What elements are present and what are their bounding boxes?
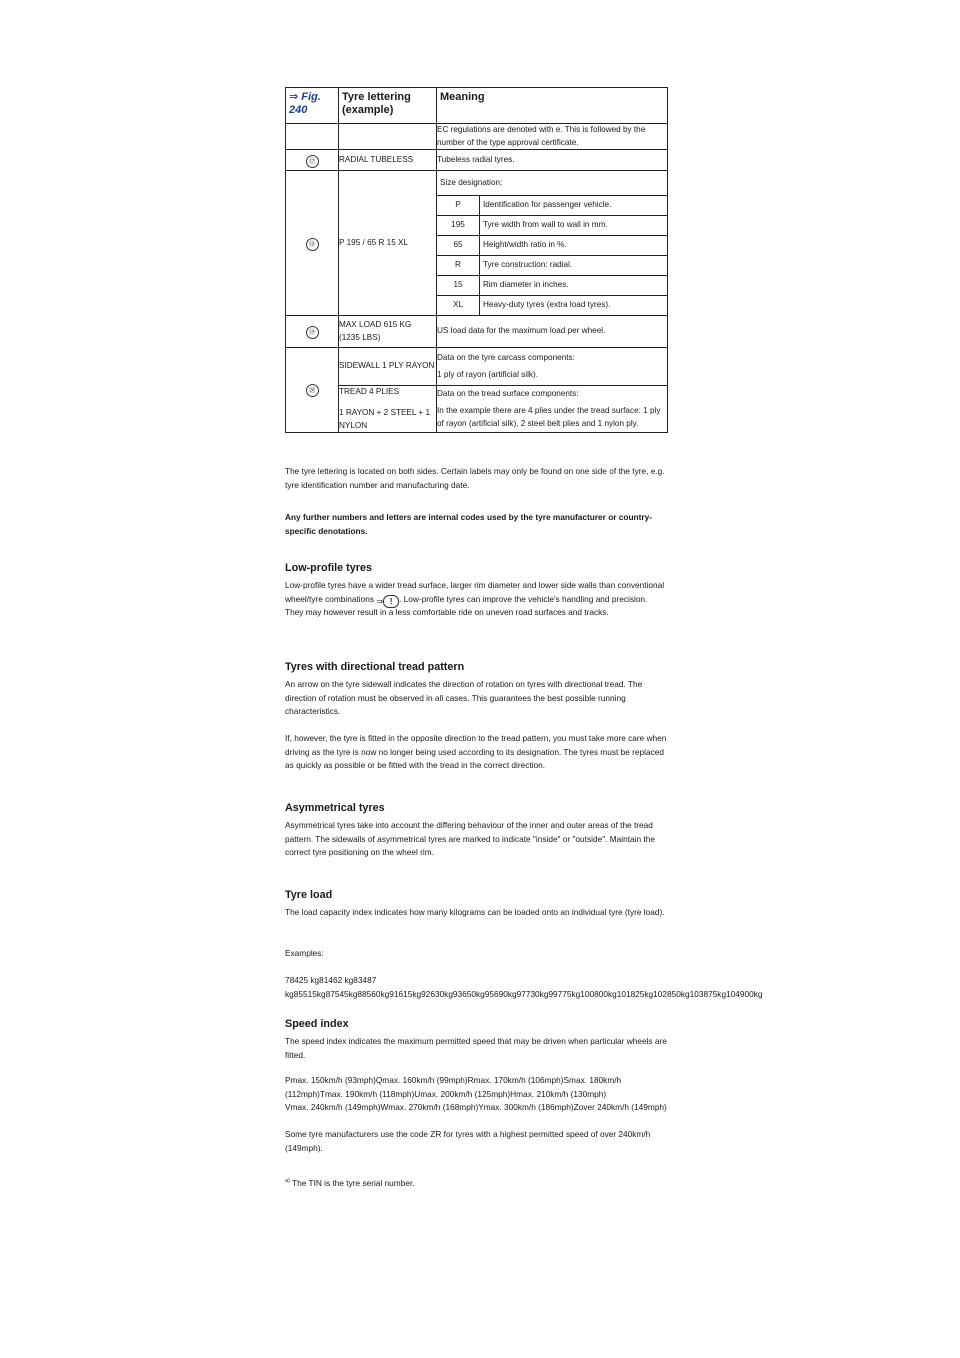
load-index-examples-line-2: kg85515kg87545kg88560kg91615kg92630kg93650kg95690kg97730kg99775kg100800kg101825kg102850kg103875kg104900kg <box>285 989 763 999</box>
tyre-lettering-table <box>285 87 668 433</box>
examples-label: Examples: <box>285 948 324 958</box>
load-index-examples-line-1: 78425 kg81462 kg83487 <box>285 975 377 985</box>
section-title-speed-index: Speed index <box>285 1018 349 1030</box>
figure-reference-link[interactable]: ⇒ Fig. 240 <box>286 88 339 124</box>
size-designation-title: Size designation: <box>440 178 503 188</box>
section-title-directional: Tyres with directional tread pattern <box>285 661 465 673</box>
intro-paragraph: The tyre lettering is located on both sides. Certain labels may only be found on one side of the tyre, e.g. tyre identification number and manufacturing date. <box>285 466 665 490</box>
directional-paragraph-1: An arrow on the tyre sidewall indicates the direction of rotation on tyres with directional tread. The direction of rotation must be observed in all cases. This guarantees the best possible running characteristics. <box>285 679 643 717</box>
warning-reference-link[interactable]: ⇒ ! <box>376 595 399 609</box>
header-tyre-lettering: Tyre lettering (example) <box>339 88 437 124</box>
speed-index-paragraph: The speed index indicates the maximum permitted speed that may be driven when particular wheels are fitted. <box>285 1036 667 1060</box>
table-row: R Tyre construction: radial. <box>437 256 667 276</box>
callout-19: ⑲ <box>306 326 319 339</box>
section-title-asymmetrical: Asymmetrical tyres <box>285 802 385 814</box>
warning-icon: ! <box>383 595 399 608</box>
internal-codes-note: Any further numbers and letters are internal codes used by the tyre manufacturer or country-specific denotations. <box>285 512 652 536</box>
meaning-cell: US load data for the maximum load per wheel. <box>437 316 668 348</box>
callout-18: ⑱ <box>306 238 319 251</box>
meaning-cell: Tubeless radial tyres. <box>437 150 668 171</box>
speed-codes-2: Vmax. 240km/h (149mph)Wmax. 270km/h (168mph)Ymax. 300km/h (186mph)Zover 240km/h (149mph) <box>285 1102 667 1112</box>
zr-code-paragraph: Some tyre manufacturers use the code ZR for tyres with a highest permitted speed of over 240km/h (149mph). <box>285 1129 651 1153</box>
table-row <box>286 124 668 150</box>
header-meaning: Meaning <box>437 88 668 124</box>
section-title-low-profile: Low-profile tyres <box>285 562 372 574</box>
callout-20: ⑳ <box>306 384 319 397</box>
lettering-cell: RADIAL TUBELESS <box>339 150 437 171</box>
directional-paragraph-2: If, however, the tyre is fitted in the opposite direction to the tread pattern, you must take more care when driving as the tyre is now no longer being used according to its designation. The tyres must be replaced as quickly as possible or be fitted with the tread in the correct direction. <box>285 733 667 771</box>
table-row: 195 Tyre width from wall to wall in mm. <box>437 216 667 236</box>
lettering-cell: TREAD 4 PLIES 1 RAYON + 2 STEEL + 1 NYLON <box>339 386 437 433</box>
size-designation-cell <box>437 171 668 316</box>
callout-17: ⑰ <box>306 155 319 168</box>
table-row: P Identification for passenger vehicle. <box>437 196 667 216</box>
table-row: 65 Height/width ratio in %. <box>437 236 667 256</box>
table-row <box>286 386 668 433</box>
table-row <box>286 150 668 171</box>
table-row <box>286 316 668 348</box>
low-profile-paragraph: Low-profile tyres have a wider tread surface, larger rim diameter and lower side walls than conventional wheel/tyre combinations ⇒ ! . Low-profile tyres can improve the vehicle's handling and precision. They may however result in a less comfortable ride on uneven road surfaces and tracks. <box>285 580 665 618</box>
asymmetrical-paragraph: Asymmetrical tyres take into account the differing behaviour of the inner and outer areas of the tread pattern. The sidewalls of asymmetrical tyres are marked to indicate "inside" or "outside". Maintain the correct tyre positioning on the wheel rim. <box>285 820 655 858</box>
footnote: $^{a)}$ The TIN is the tyre serial number. <box>285 1177 415 1188</box>
ec-regulations-cell: EC regulations are denoted with e. This is followed by the number of the type approval certificate. <box>437 124 668 150</box>
lettering-cell: P 195 / 65 R 15 XL <box>339 171 437 316</box>
table-row: 15 Rim diameter in inches. <box>437 276 667 296</box>
speed-codes-1: Pmax. 150km/h (93mph)Qmax. 160km/h (99mph)Rmax. 170km/h (106mph)Smax. 180km/h (112mph)Tmax. 190km/h (118mph)Umax. 200km/h (125mph)Hmax. 210km/h (130mph) <box>285 1075 622 1099</box>
lettering-cell: MAX LOAD 615 KG (1235 LBS) <box>339 316 437 348</box>
meaning-cell: Data on the tyre carcass components: 1 ply of rayon (artificial silk). <box>437 348 668 386</box>
size-designation-table <box>437 195 667 315</box>
document-page <box>285 87 763 1188</box>
table-row: XL Heavy-duty tyres (extra load tyres). <box>437 296 667 316</box>
tyre-load-paragraph: The load capacity index indicates how many kilograms can be loaded onto an individual tyre (tyre load). <box>285 907 665 917</box>
meaning-cell: Data on the tread surface components: In the example there are 4 plies under the tread surface: 1 ply of rayon (artificial silk), 2 steel belt plies and 1 nylon ply. <box>437 386 668 433</box>
table-row <box>286 348 668 386</box>
section-title-tyre-load: Tyre load <box>285 889 333 901</box>
table-row <box>286 171 668 316</box>
lettering-cell: SIDEWALL 1 PLY RAYON <box>339 348 437 386</box>
